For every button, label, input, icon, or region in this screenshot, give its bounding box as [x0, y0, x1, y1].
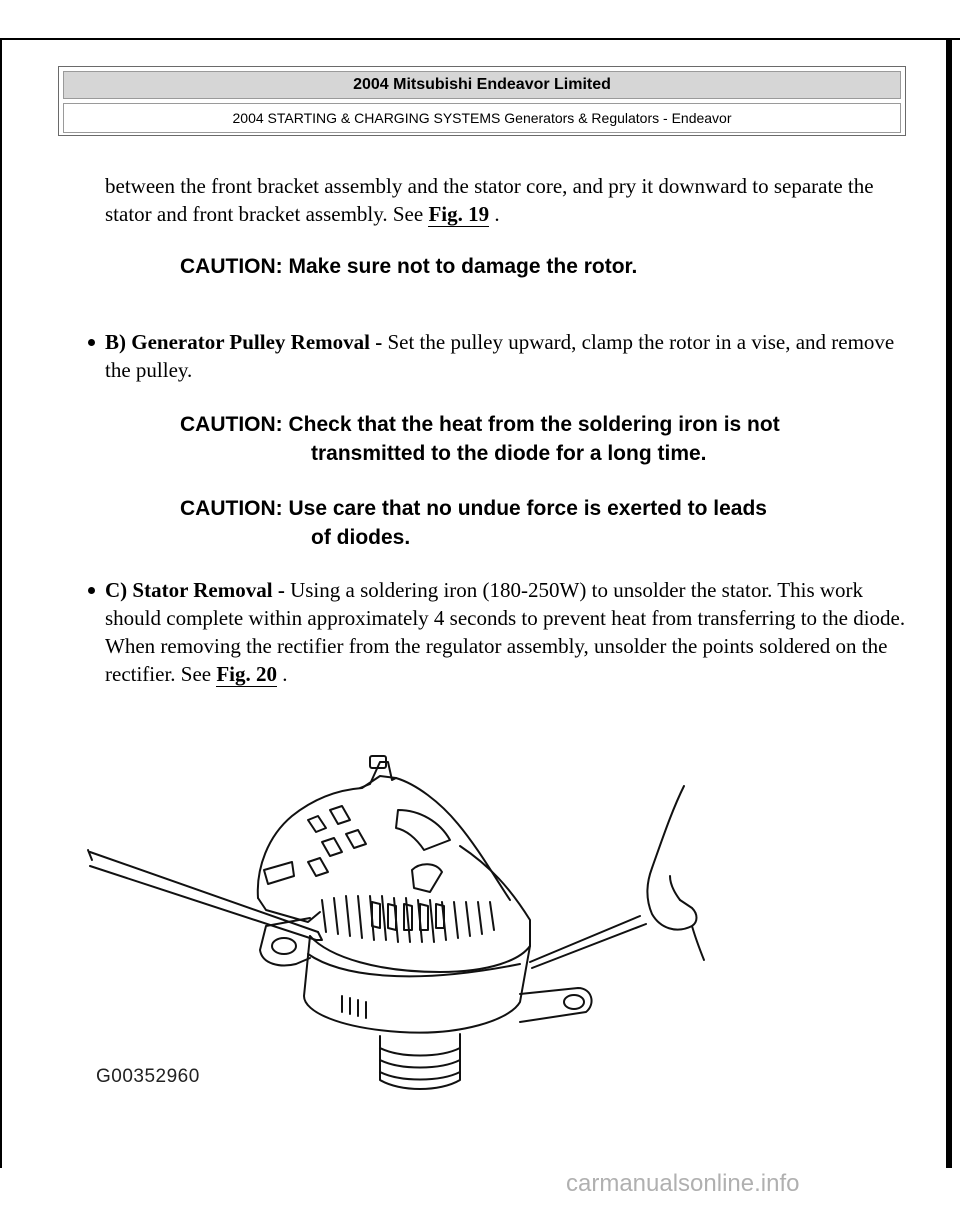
intro-paragraph	[105, 172, 905, 228]
caution-diode-leads	[180, 494, 920, 552]
caution-diode-line1: CAUTION: Use care that no undue force is exerted to leads	[180, 497, 767, 520]
header-title: 2004 Mitsubishi Endeavor Limited	[63, 71, 901, 99]
stator-removal-text: Using a soldering iron (180-250W) to unsolder the stator. This work should complete within approximately 4 seconds to prevent heat from transferring to the diode. When removing the rectifier from the regulator assembly, unsolder the points soldered on the rectifier. See	[105, 578, 906, 686]
caution-soldering-line1: CAUTION: Check that the heat from the soldering iron is not	[180, 413, 780, 436]
document-header	[58, 66, 906, 136]
fig-19-link[interactable]: Fig. 19	[428, 202, 490, 226]
page-frame-right	[946, 38, 952, 1168]
caution-rotor: CAUTION: Make sure not to damage the rotor.	[180, 255, 638, 278]
page-frame-top	[0, 38, 960, 40]
header-subtitle: 2004 STARTING & CHARGING SYSTEMS Generators & Regulators - Endeavor	[63, 103, 901, 133]
caution-diode-line2: of diodes.	[311, 526, 411, 549]
page-frame-left	[0, 38, 2, 1168]
screwdriver-right	[530, 916, 646, 968]
pulley-removal-text: Set the pulley upward, clamp the rotor in a vise, and remove the pulley.	[105, 330, 895, 382]
bullet-icon	[88, 587, 95, 594]
generator-figure	[80, 750, 720, 1105]
site-watermark: carmanualsonline.info	[566, 1170, 800, 1197]
list-item-stator-removal	[88, 576, 918, 688]
pulley-removal-label: B) Generator Pulley Removal -	[105, 330, 383, 354]
caution-soldering-line2: transmitted to the diode for a long time.	[311, 442, 707, 465]
bullet-icon	[88, 339, 95, 346]
fig-20-link[interactable]: Fig. 20	[216, 662, 278, 686]
stator-removal-label: C) Stator Removal -	[105, 578, 285, 602]
hand-outline	[648, 786, 705, 960]
intro-text-end: .	[489, 202, 500, 226]
stator-removal-text-end: .	[277, 662, 288, 686]
caution-soldering-heat	[180, 410, 920, 468]
figure-label: G00352960	[96, 1066, 200, 1087]
intro-text: between the front bracket assembly and the stator core, and pry it downward to separate the stator and front bracket assembly. See	[105, 174, 874, 226]
generator-body	[258, 756, 592, 1089]
list-item-pulley-removal	[88, 328, 918, 384]
